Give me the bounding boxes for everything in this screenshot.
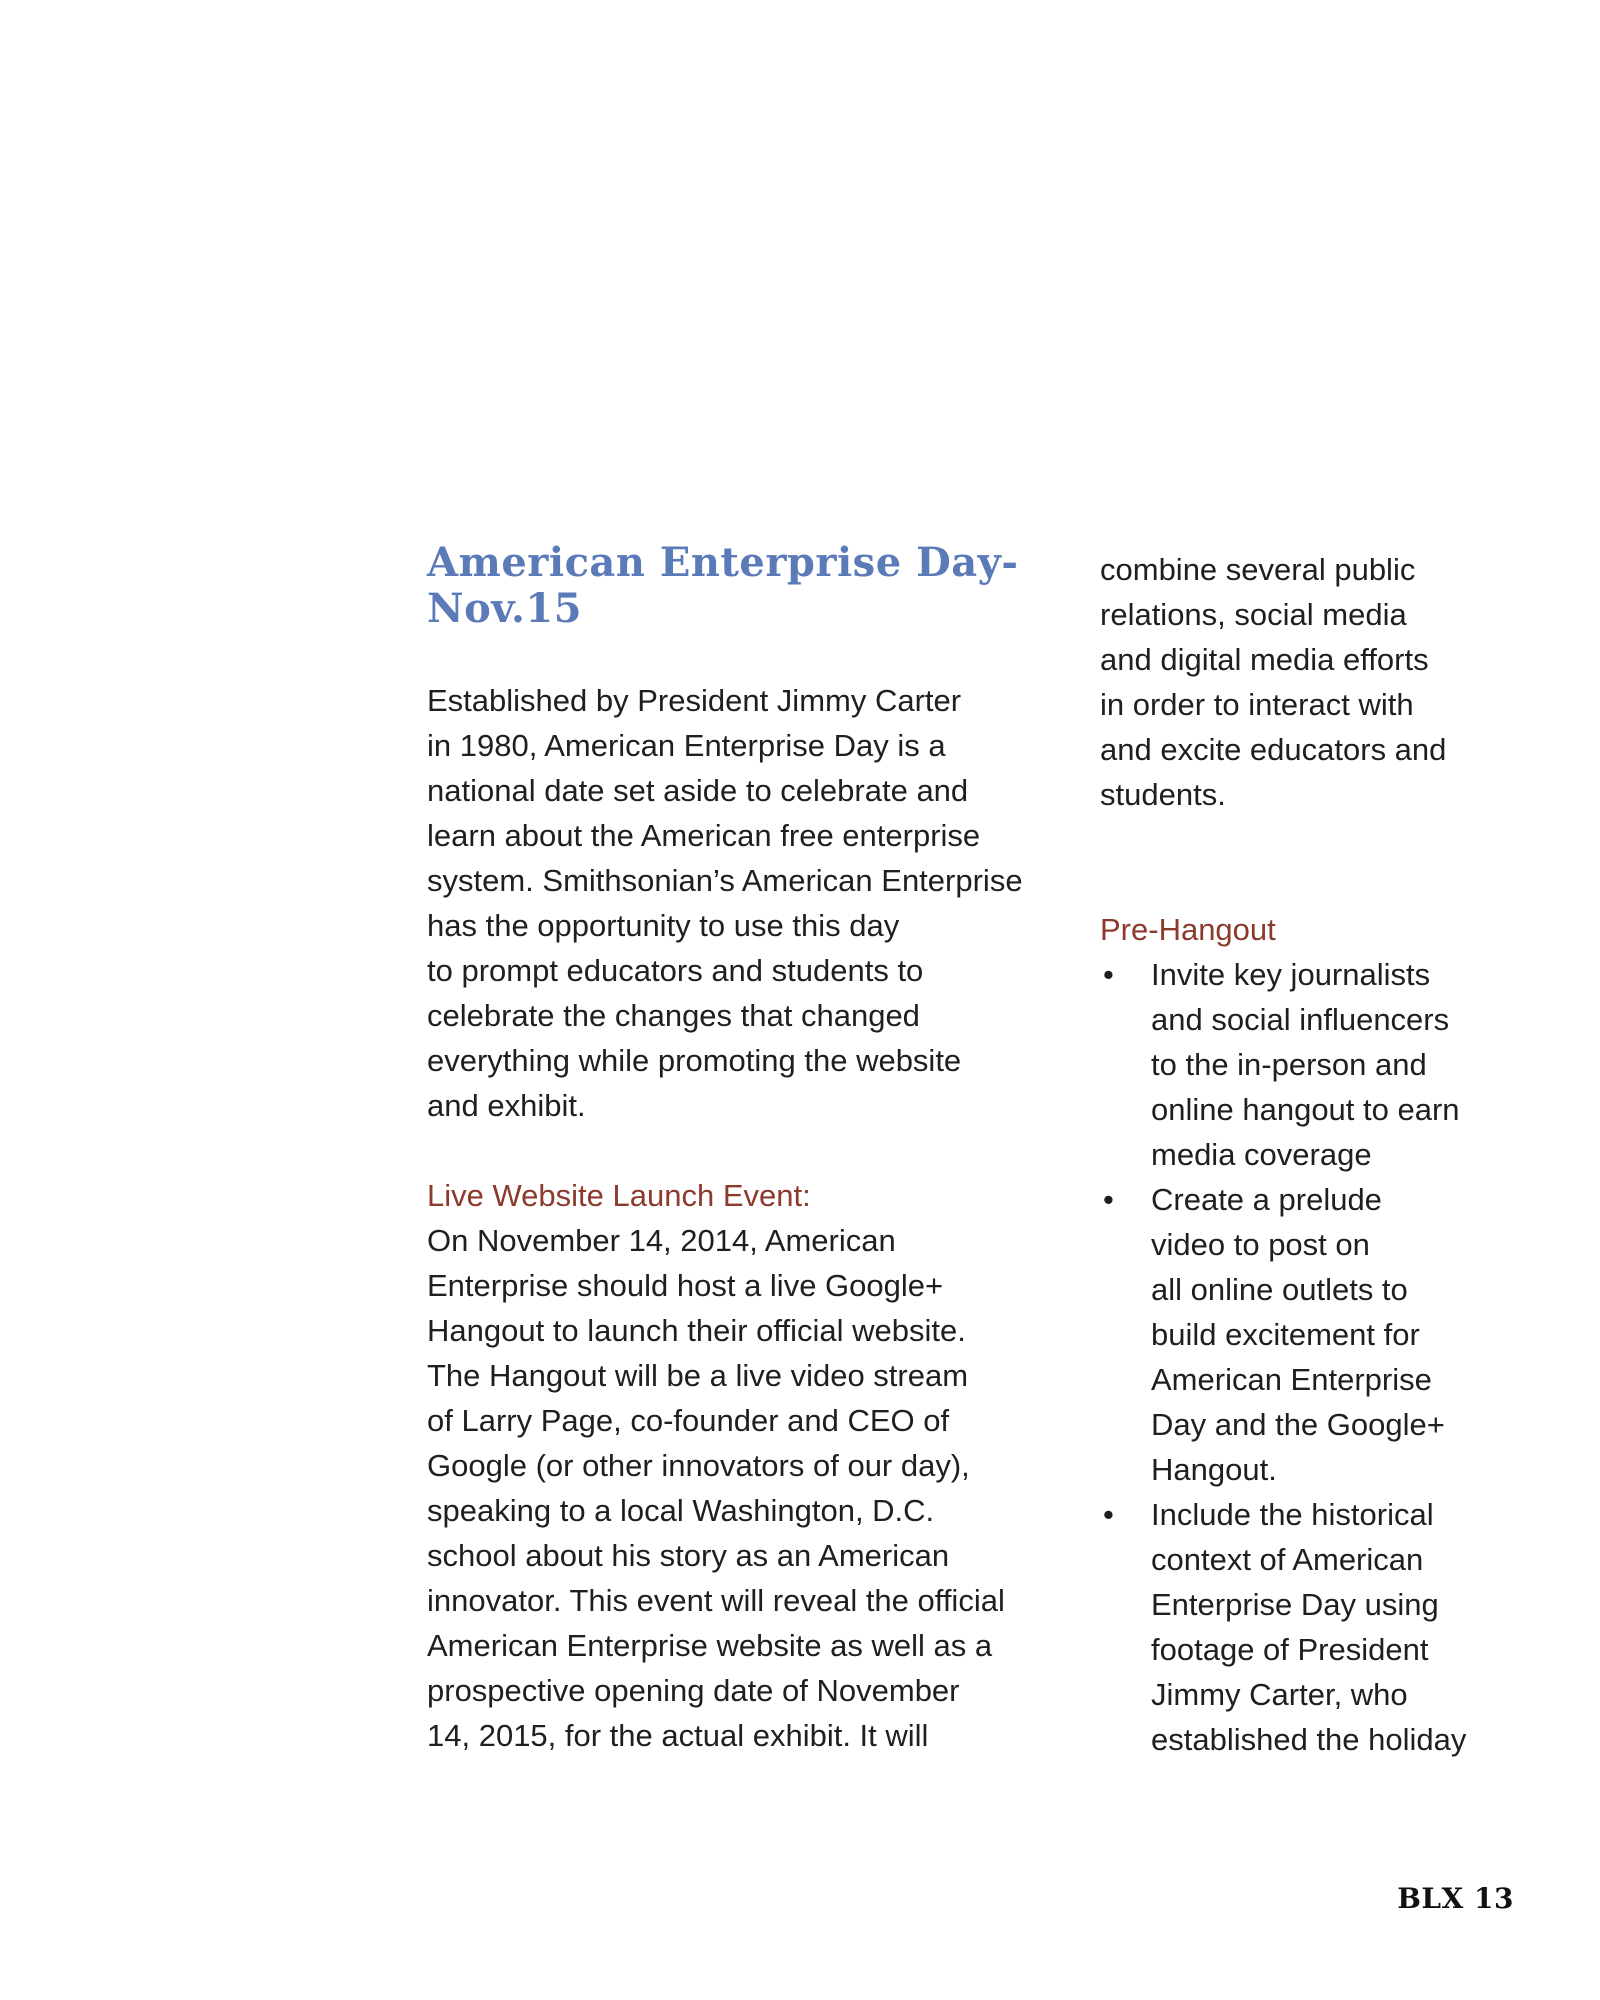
list-item-line: to the in-person and — [1151, 1047, 1427, 1082]
intro-line: learn about the American free enterprise — [427, 818, 981, 853]
list-item-line: Hangout. — [1151, 1452, 1277, 1487]
list-item-line: media coverage — [1151, 1137, 1372, 1172]
right-column — [1100, 547, 1520, 1762]
live-event-line: American Enterprise website as well as a — [427, 1628, 993, 1663]
bullet-icon: • — [1103, 1182, 1114, 1217]
live-event-line: On November 14, 2014, American — [427, 1223, 896, 1258]
live-event-line: Google (or other innovators of our day), — [427, 1448, 970, 1483]
list-item-line: footage of President — [1151, 1632, 1429, 1667]
continued-line: in order to interact with — [1100, 687, 1414, 722]
list-item-line: Jimmy Carter, who — [1151, 1677, 1408, 1712]
list-item-line: online hangout to earn — [1151, 1092, 1460, 1127]
list-item-line: Include the historical — [1151, 1497, 1434, 1532]
live-event-line: of Larry Page, co-founder and CEO of — [427, 1403, 950, 1438]
list-item-line: and social influencers — [1151, 1002, 1450, 1037]
page-number: BLX 13 — [1397, 1882, 1514, 1915]
left-column — [427, 540, 1077, 1758]
bullet-icon: • — [1103, 957, 1114, 992]
list-item-line: American Enterprise — [1151, 1362, 1432, 1397]
live-event-line: speaking to a local Washington, D.C. — [427, 1493, 935, 1528]
intro-line: system. Smithsonian’s American Enterprise — [427, 863, 1023, 898]
intro-line: national date set aside to celebrate and — [427, 773, 969, 808]
pre-hangout-heading: Pre-Hangout — [1100, 912, 1276, 947]
intro-line: to prompt educators and students to — [427, 953, 924, 988]
intro-line: in 1980, American Enterprise Day is a — [427, 728, 946, 763]
continued-paragraph — [1100, 547, 1520, 817]
list-item-line: build excitement for — [1151, 1317, 1420, 1352]
continued-line: and digital media efforts — [1100, 642, 1429, 677]
list-item — [1100, 1177, 1520, 1492]
intro-line: and exhibit. — [427, 1088, 586, 1123]
article-title — [427, 540, 1077, 632]
list-item-line: context of American — [1151, 1542, 1424, 1577]
continued-line: combine several public — [1100, 552, 1416, 587]
intro-line: has the opportunity to use this day — [427, 908, 900, 943]
live-event-line: school about his story as an American — [427, 1538, 950, 1573]
list-item-line: Day and the Google+ — [1151, 1407, 1445, 1442]
live-event-heading: Live Website Launch Event: — [427, 1178, 811, 1213]
list-item-line: Invite key journalists — [1151, 957, 1431, 992]
intro-paragraph — [427, 678, 1077, 1128]
title-line-2: Nov.15 — [427, 585, 583, 632]
list-item-line: established the holiday — [1151, 1722, 1467, 1757]
intro-line: Established by President Jimmy Carter — [427, 683, 962, 718]
bullet-icon: • — [1103, 1497, 1114, 1532]
list-item-line: video to post on — [1151, 1227, 1370, 1262]
live-event-line: innovator. This event will reveal the official — [427, 1583, 1005, 1618]
continued-line: and excite educators and — [1100, 732, 1447, 767]
list-item-line: Enterprise Day using — [1151, 1587, 1439, 1622]
live-event-line: Enterprise should host a live Google+ — [427, 1268, 944, 1303]
live-event-line: Hangout to launch their official website. — [427, 1313, 966, 1348]
live-event-line: 14, 2015, for the actual exhibit. It will — [427, 1718, 929, 1753]
list-item — [1100, 952, 1520, 1177]
list-item — [1100, 1492, 1520, 1762]
list-item-line: Create a prelude — [1151, 1182, 1382, 1217]
live-event-line: prospective opening date of November — [427, 1673, 960, 1708]
intro-line: everything while promoting the website — [427, 1043, 962, 1078]
live-event-paragraph — [427, 1218, 1077, 1758]
live-event-line: The Hangout will be a live video stream — [427, 1358, 969, 1393]
pre-hangout-list — [1100, 952, 1520, 1762]
intro-line: celebrate the changes that changed — [427, 998, 920, 1033]
title-line-1: American Enterprise Day- — [427, 539, 1019, 586]
continued-line: students. — [1100, 777, 1226, 812]
continued-line: relations, social media — [1100, 597, 1407, 632]
list-item-line: all online outlets to — [1151, 1272, 1408, 1307]
